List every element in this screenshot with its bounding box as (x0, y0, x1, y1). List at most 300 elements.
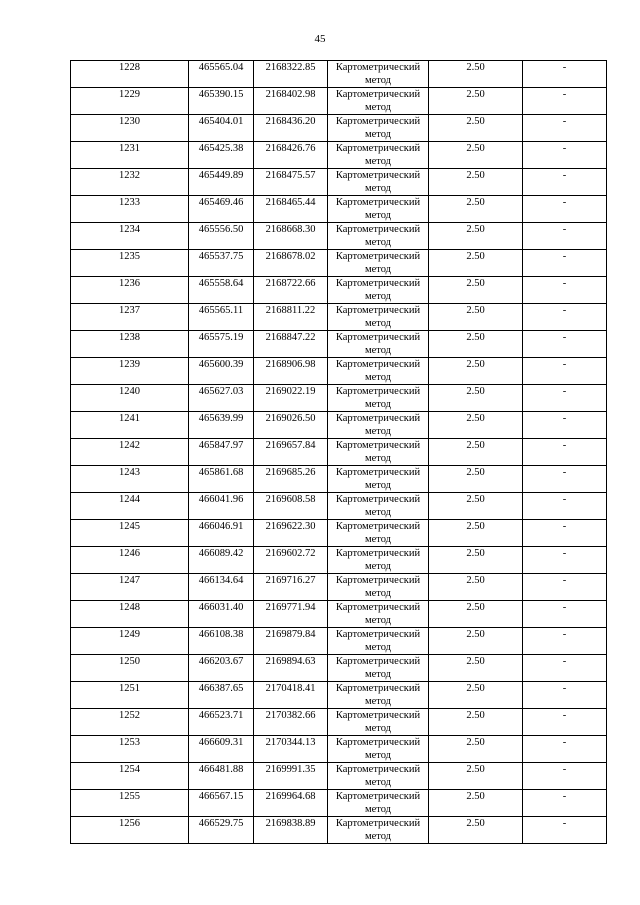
point-number-cell (71, 628, 189, 655)
x-coordinate-text: 466387.65 (198, 683, 244, 694)
method-line1: Картометрический (335, 764, 421, 775)
point-number-cell (71, 331, 189, 358)
table-row (71, 466, 607, 493)
table-row (71, 520, 607, 547)
x-coordinate-cell (189, 466, 254, 493)
point-number-text: 1229 (119, 89, 140, 100)
note-cell (523, 790, 607, 817)
method-line2: метод (364, 425, 392, 437)
y-coordinate-text: 2169022.19 (265, 386, 316, 397)
x-coordinate-cell (189, 412, 254, 439)
table-row (71, 790, 607, 817)
point-number-cell (71, 223, 189, 250)
point-number-cell (71, 196, 189, 223)
point-number-text: 1239 (119, 359, 140, 370)
point-number-text: 1253 (119, 737, 140, 748)
x-coordinate-cell (189, 736, 254, 763)
method-cell (328, 115, 429, 142)
y-coordinate-cell (254, 655, 328, 682)
table-row (71, 574, 607, 601)
x-coordinate-text: 465600.39 (198, 359, 244, 370)
point-number-cell (71, 574, 189, 601)
accuracy-text: 2.50 (466, 170, 485, 181)
method-line1: Картометрический (335, 386, 421, 397)
method-cell (328, 520, 429, 547)
note-text: - (562, 413, 567, 424)
method-line2: метод (364, 506, 392, 518)
y-coordinate-cell (254, 61, 328, 88)
accuracy-text: 2.50 (466, 575, 485, 586)
method-line2: метод (364, 479, 392, 491)
table-row (71, 547, 607, 574)
x-coordinate-text: 466481.88 (198, 764, 244, 775)
table-row (71, 142, 607, 169)
point-number-text: 1238 (119, 332, 140, 343)
method-line1: Картометрический (335, 332, 421, 343)
x-coordinate-cell (189, 547, 254, 574)
method-line1: Картометрический (335, 305, 421, 316)
note-text: - (562, 764, 567, 775)
y-coordinate-cell (254, 466, 328, 493)
note-text: - (562, 143, 567, 154)
accuracy-text: 2.50 (466, 737, 485, 748)
note-text: - (562, 683, 567, 694)
method-line1: Картометрический (335, 440, 421, 451)
y-coordinate-cell (254, 358, 328, 385)
method-line2: метод (364, 128, 392, 140)
accuracy-text: 2.50 (466, 602, 485, 613)
note-cell (523, 817, 607, 844)
accuracy-text: 2.50 (466, 89, 485, 100)
note-text: - (562, 818, 567, 829)
method-line1: Картометрический (335, 62, 421, 73)
table-row (71, 358, 607, 385)
method-line2: метод (364, 290, 392, 302)
y-coordinate-text: 2169964.68 (265, 791, 316, 802)
method-cell (328, 88, 429, 115)
point-number-text: 1241 (119, 413, 140, 424)
table-row (71, 709, 607, 736)
page-number: 45 (314, 33, 326, 45)
x-coordinate-text: 465558.64 (198, 278, 244, 289)
point-number-cell (71, 88, 189, 115)
point-number-text: 1249 (119, 629, 140, 640)
accuracy-text: 2.50 (466, 62, 485, 73)
method-cell (328, 358, 429, 385)
x-coordinate-text: 466203.67 (198, 656, 244, 667)
note-cell (523, 115, 607, 142)
point-number-text: 1252 (119, 710, 140, 721)
accuracy-cell (429, 574, 523, 601)
x-coordinate-cell (189, 601, 254, 628)
point-number-cell (71, 709, 189, 736)
accuracy-text: 2.50 (466, 386, 485, 397)
x-coordinate-cell (189, 682, 254, 709)
point-number-cell (71, 277, 189, 304)
method-line1: Картометрический (335, 467, 421, 478)
point-number-cell (71, 142, 189, 169)
note-cell (523, 709, 607, 736)
y-coordinate-text: 2168322.85 (265, 62, 316, 73)
accuracy-cell (429, 304, 523, 331)
method-line1: Картометрический (335, 683, 421, 694)
y-coordinate-cell (254, 142, 328, 169)
method-cell (328, 547, 429, 574)
point-number-text: 1243 (119, 467, 140, 478)
table-row (71, 250, 607, 277)
point-number-cell (71, 358, 189, 385)
x-coordinate-cell (189, 385, 254, 412)
note-cell (523, 304, 607, 331)
note-text: - (562, 305, 567, 316)
method-line1: Картометрический (335, 278, 421, 289)
x-coordinate-text: 465449.89 (198, 170, 244, 181)
y-coordinate-text: 2168847.22 (265, 332, 316, 343)
y-coordinate-cell (254, 547, 328, 574)
x-coordinate-cell (189, 304, 254, 331)
x-coordinate-cell (189, 763, 254, 790)
note-cell (523, 682, 607, 709)
x-coordinate-cell (189, 331, 254, 358)
note-text: - (562, 62, 567, 73)
method-line2: метод (364, 668, 392, 680)
point-number-cell (71, 817, 189, 844)
accuracy-cell (429, 628, 523, 655)
table-row (71, 817, 607, 844)
accuracy-cell (429, 115, 523, 142)
accuracy-cell (429, 682, 523, 709)
method-cell (328, 385, 429, 412)
accuracy-text: 2.50 (466, 143, 485, 154)
accuracy-text: 2.50 (466, 197, 485, 208)
x-coordinate-cell (189, 223, 254, 250)
y-coordinate-text: 2169894.63 (265, 656, 316, 667)
method-line1: Картометрический (335, 548, 421, 559)
x-coordinate-text: 465390.15 (198, 89, 244, 100)
method-cell (328, 304, 429, 331)
note-cell (523, 250, 607, 277)
method-line1: Картометрический (335, 575, 421, 586)
x-coordinate-cell (189, 115, 254, 142)
point-number-cell (71, 655, 189, 682)
accuracy-cell (429, 547, 523, 574)
note-cell (523, 547, 607, 574)
y-coordinate-cell (254, 277, 328, 304)
y-coordinate-cell (254, 493, 328, 520)
accuracy-cell (429, 277, 523, 304)
method-line1: Картометрический (335, 791, 421, 802)
accuracy-text: 2.50 (466, 548, 485, 559)
accuracy-text: 2.50 (466, 278, 485, 289)
x-coordinate-cell (189, 277, 254, 304)
accuracy-text: 2.50 (466, 764, 485, 775)
x-coordinate-text: 466567.15 (198, 791, 244, 802)
x-coordinate-text: 465565.04 (198, 62, 244, 73)
y-coordinate-cell (254, 817, 328, 844)
accuracy-text: 2.50 (466, 116, 485, 127)
x-coordinate-text: 465639.99 (198, 413, 244, 424)
x-coordinate-cell (189, 655, 254, 682)
table-row (71, 385, 607, 412)
method-line1: Картометрический (335, 359, 421, 370)
x-coordinate-text: 465627.03 (198, 386, 244, 397)
method-line2: метод (364, 533, 392, 545)
note-cell (523, 628, 607, 655)
point-number-cell (71, 763, 189, 790)
y-coordinate-cell (254, 88, 328, 115)
y-coordinate-cell (254, 385, 328, 412)
note-cell (523, 466, 607, 493)
x-coordinate-text: 465404.01 (198, 116, 244, 127)
accuracy-text: 2.50 (466, 305, 485, 316)
accuracy-cell (429, 331, 523, 358)
y-coordinate-cell (254, 520, 328, 547)
note-cell (523, 331, 607, 358)
point-number-text: 1245 (119, 521, 140, 532)
note-cell (523, 574, 607, 601)
point-number-text: 1235 (119, 251, 140, 262)
method-cell (328, 790, 429, 817)
note-cell (523, 520, 607, 547)
point-number-cell (71, 439, 189, 466)
accuracy-text: 2.50 (466, 251, 485, 262)
method-cell (328, 601, 429, 628)
note-text: - (562, 791, 567, 802)
y-coordinate-text: 2169622.30 (265, 521, 316, 532)
method-line1: Картометрический (335, 89, 421, 100)
accuracy-text: 2.50 (466, 791, 485, 802)
table-body (71, 61, 607, 844)
table-row (71, 115, 607, 142)
x-coordinate-cell (189, 493, 254, 520)
method-line2: метод (364, 398, 392, 410)
x-coordinate-cell (189, 169, 254, 196)
table-row (71, 655, 607, 682)
point-number-text: 1242 (119, 440, 140, 451)
x-coordinate-text: 465575.19 (198, 332, 244, 343)
method-cell (328, 682, 429, 709)
accuracy-cell (429, 466, 523, 493)
y-coordinate-text: 2169685.26 (265, 467, 316, 478)
table-row (71, 412, 607, 439)
method-line2: метод (364, 263, 392, 275)
method-cell (328, 61, 429, 88)
accuracy-text: 2.50 (466, 683, 485, 694)
y-coordinate-text: 2170382.66 (265, 710, 316, 721)
note-cell (523, 655, 607, 682)
y-coordinate-cell (254, 628, 328, 655)
method-line2: метод (364, 695, 392, 707)
method-line1: Картометрический (335, 413, 421, 424)
note-text: - (562, 278, 567, 289)
note-cell (523, 493, 607, 520)
table-row (71, 304, 607, 331)
x-coordinate-cell (189, 817, 254, 844)
accuracy-text: 2.50 (466, 359, 485, 370)
y-coordinate-text: 2169879.84 (265, 629, 316, 640)
note-cell (523, 439, 607, 466)
x-coordinate-text: 465565.11 (198, 305, 244, 316)
method-line2: метод (364, 101, 392, 113)
accuracy-cell (429, 817, 523, 844)
accuracy-text: 2.50 (466, 332, 485, 343)
method-cell (328, 628, 429, 655)
table-row (71, 682, 607, 709)
table-row (71, 223, 607, 250)
x-coordinate-text: 466089.42 (198, 548, 244, 559)
method-line1: Картометрический (335, 116, 421, 127)
method-cell (328, 466, 429, 493)
note-cell (523, 763, 607, 790)
accuracy-text: 2.50 (466, 224, 485, 235)
point-number-text: 1230 (119, 116, 140, 127)
point-number-cell (71, 466, 189, 493)
method-cell (328, 223, 429, 250)
coordinates-table (70, 60, 607, 844)
x-coordinate-text: 466041.96 (198, 494, 244, 505)
note-cell (523, 88, 607, 115)
point-number-text: 1254 (119, 764, 140, 775)
point-number-cell (71, 736, 189, 763)
point-number-cell (71, 493, 189, 520)
accuracy-text: 2.50 (466, 440, 485, 451)
y-coordinate-cell (254, 682, 328, 709)
method-line2: метод (364, 317, 392, 329)
point-number-cell (71, 547, 189, 574)
accuracy-text: 2.50 (466, 521, 485, 532)
note-text: - (562, 359, 567, 370)
point-number-text: 1247 (119, 575, 140, 586)
accuracy-cell (429, 790, 523, 817)
note-text: - (562, 575, 567, 586)
accuracy-cell (429, 412, 523, 439)
note-text: - (562, 737, 567, 748)
point-number-text: 1231 (119, 143, 140, 154)
table-row (71, 493, 607, 520)
y-coordinate-text: 2169657.84 (265, 440, 316, 451)
y-coordinate-text: 2168436.20 (265, 116, 316, 127)
y-coordinate-text: 2168475.57 (265, 170, 316, 181)
x-coordinate-cell (189, 709, 254, 736)
point-number-text: 1233 (119, 197, 140, 208)
method-cell (328, 277, 429, 304)
accuracy-cell (429, 736, 523, 763)
method-line2: метод (364, 560, 392, 572)
y-coordinate-text: 2169838.89 (265, 818, 316, 829)
method-cell (328, 736, 429, 763)
note-cell (523, 196, 607, 223)
x-coordinate-text: 465425.38 (198, 143, 244, 154)
note-text: - (562, 89, 567, 100)
point-number-text: 1244 (119, 494, 140, 505)
y-coordinate-cell (254, 196, 328, 223)
point-number-cell (71, 115, 189, 142)
table-row (71, 196, 607, 223)
y-coordinate-cell (254, 169, 328, 196)
method-line1: Картометрический (335, 521, 421, 532)
accuracy-cell (429, 61, 523, 88)
y-coordinate-text: 2169771.94 (265, 602, 316, 613)
x-coordinate-text: 466108.38 (198, 629, 244, 640)
point-number-cell (71, 61, 189, 88)
y-coordinate-text: 2168402.98 (265, 89, 316, 100)
x-coordinate-text: 465847.97 (198, 440, 244, 451)
method-line2: метод (364, 182, 392, 194)
accuracy-cell (429, 223, 523, 250)
method-line2: метод (364, 344, 392, 356)
method-line1: Картометрический (335, 602, 421, 613)
accuracy-cell (429, 601, 523, 628)
point-number-cell (71, 682, 189, 709)
note-text: - (562, 440, 567, 451)
method-line2: метод (364, 830, 392, 842)
y-coordinate-cell (254, 223, 328, 250)
x-coordinate-text: 465537.75 (198, 251, 244, 262)
accuracy-cell (429, 709, 523, 736)
x-coordinate-cell (189, 790, 254, 817)
point-number-text: 1237 (119, 305, 140, 316)
y-coordinate-text: 2169608.58 (265, 494, 316, 505)
accuracy-text: 2.50 (466, 818, 485, 829)
point-number-cell (71, 169, 189, 196)
note-text: - (562, 197, 567, 208)
point-number-cell (71, 520, 189, 547)
note-text: - (562, 224, 567, 235)
note-text: - (562, 629, 567, 640)
x-coordinate-cell (189, 142, 254, 169)
note-cell (523, 385, 607, 412)
method-line2: метод (364, 641, 392, 653)
note-text: - (562, 467, 567, 478)
point-number-text: 1246 (119, 548, 140, 559)
y-coordinate-cell (254, 304, 328, 331)
x-coordinate-text: 466134.64 (198, 575, 244, 586)
note-cell (523, 142, 607, 169)
y-coordinate-text: 2169602.72 (265, 548, 316, 559)
method-cell (328, 196, 429, 223)
note-cell (523, 169, 607, 196)
method-cell (328, 250, 429, 277)
x-coordinate-cell (189, 61, 254, 88)
note-text: - (562, 386, 567, 397)
point-number-text: 1250 (119, 656, 140, 667)
x-coordinate-text: 465861.68 (198, 467, 244, 478)
note-text: - (562, 116, 567, 127)
point-number-cell (71, 412, 189, 439)
accuracy-text: 2.50 (466, 494, 485, 505)
point-number-cell (71, 385, 189, 412)
note-cell (523, 277, 607, 304)
table-row (71, 61, 607, 88)
x-coordinate-cell (189, 628, 254, 655)
x-coordinate-cell (189, 88, 254, 115)
method-line1: Картометрический (335, 629, 421, 640)
method-line2: метод (364, 749, 392, 761)
method-line1: Картометрический (335, 143, 421, 154)
table-row (71, 439, 607, 466)
table-row (71, 628, 607, 655)
method-cell (328, 763, 429, 790)
method-line2: метод (364, 452, 392, 464)
x-coordinate-text: 466031.40 (198, 602, 244, 613)
method-line1: Картометрический (335, 656, 421, 667)
accuracy-cell (429, 493, 523, 520)
method-line1: Картометрический (335, 251, 421, 262)
note-text: - (562, 548, 567, 559)
table-row (71, 331, 607, 358)
accuracy-cell (429, 250, 523, 277)
y-coordinate-cell (254, 115, 328, 142)
